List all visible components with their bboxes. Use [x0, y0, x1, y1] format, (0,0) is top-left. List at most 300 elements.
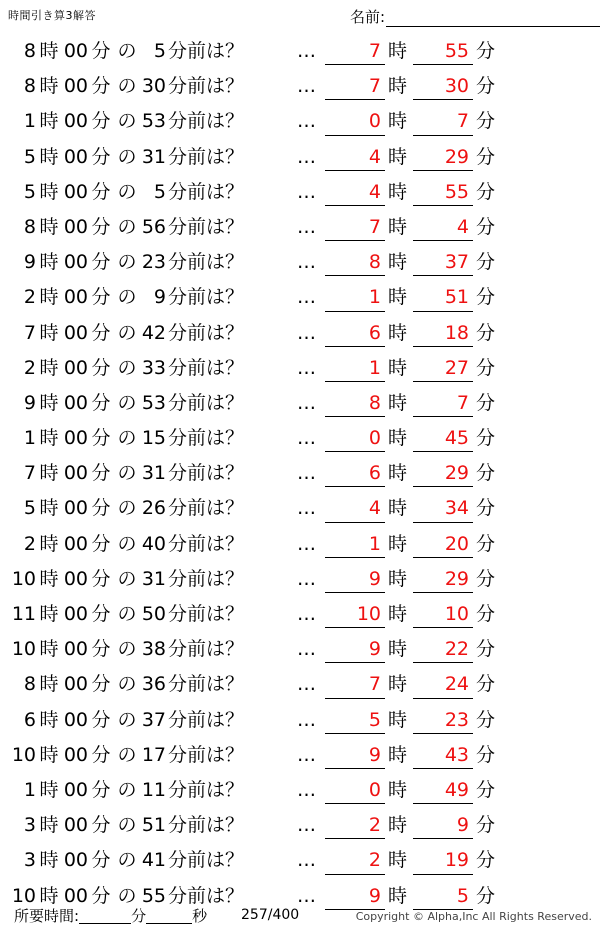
answer-minute-unit: 分: [476, 321, 496, 344]
minute-unit-label: 分: [91, 708, 111, 731]
minute-unit-label: 分: [91, 110, 111, 133]
problem-row: [0, 280, 600, 315]
answer-hour-unit: 時: [388, 567, 408, 590]
question-hour: 2: [23, 356, 36, 379]
question-minute: 00: [63, 603, 88, 625]
question-tail-label: 分前は？: [168, 356, 245, 379]
question-tail-label: 分前は？: [168, 110, 245, 133]
question-text: [10, 808, 244, 843]
question-hour: 10: [11, 567, 36, 590]
question-minute: 00: [63, 849, 88, 872]
problem-row: [0, 175, 600, 210]
question-tail-label: 分前は？: [168, 532, 245, 555]
answer-minute-value: 45: [444, 427, 469, 450]
question-subtract-minutes: 30: [141, 75, 166, 98]
answer-minute-value: 37: [444, 251, 469, 274]
ellipsis: …: [297, 497, 316, 520]
question-subtract-minutes: 40: [141, 532, 166, 555]
ellipsis: …: [297, 215, 316, 238]
hour-unit-label: 時: [39, 110, 59, 133]
answer-minute-unit: 分: [476, 638, 496, 661]
hour-unit-label: 時: [39, 708, 59, 731]
question-subtract-minutes: 9: [153, 286, 166, 309]
question-minute: 00: [63, 180, 88, 203]
problem-row: [0, 843, 600, 878]
answer-minute-unit: 分: [476, 884, 496, 907]
ellipsis: …: [297, 110, 316, 133]
question-minute: 00: [63, 145, 88, 168]
question-hour: 2: [23, 532, 36, 555]
hour-unit-label: 時: [39, 40, 59, 62]
answer-minute-value: 27: [444, 356, 469, 379]
question-hour: 10: [11, 884, 36, 907]
question-hour: 6: [23, 708, 36, 731]
problem-row: [0, 104, 600, 139]
answer-hour-value: 4: [368, 145, 381, 168]
page-footer: [0, 899, 600, 949]
answer-hour-unit: 時: [388, 75, 408, 98]
question-text: [10, 667, 244, 702]
answer-hour-unit: 時: [388, 40, 408, 62]
hour-unit-label: 時: [39, 251, 59, 274]
question-subtract-minutes: 23: [141, 251, 166, 274]
question-minute: 00: [63, 743, 88, 766]
question-minute: 00: [63, 814, 88, 837]
ellipsis: …: [297, 356, 316, 379]
answer-hour-unit: 時: [388, 180, 408, 203]
problem-row: [0, 738, 600, 773]
answer-hour-value: 4: [368, 180, 381, 203]
hour-unit-label: 時: [39, 743, 59, 766]
ellipsis: …: [297, 145, 316, 168]
question-hour: 7: [23, 462, 36, 485]
answer-minute-value: 29: [444, 462, 469, 485]
question-minute: 00: [63, 215, 88, 238]
question-minute: 00: [63, 567, 88, 590]
question-tail-label: 分前は？: [168, 145, 245, 168]
question-tail-label: 分前は？: [168, 849, 245, 872]
no-particle: の: [117, 110, 137, 133]
answer-hour-value: 8: [368, 391, 381, 414]
answer-hour-unit: 時: [388, 391, 408, 414]
answer-hour-value: 8: [368, 251, 381, 274]
question-text: [10, 703, 244, 738]
answer-minute-unit: 分: [476, 603, 496, 625]
answer-minute-unit: 分: [476, 215, 496, 238]
hour-unit-label: 時: [39, 75, 59, 98]
name-input-line[interactable]: [386, 9, 600, 27]
answer-hour-value: 9: [368, 743, 381, 766]
question-minute: 00: [63, 778, 88, 801]
answer-hour-value: 9: [368, 638, 381, 661]
ellipsis: …: [297, 180, 316, 203]
answer-minute-value: 55: [444, 180, 469, 203]
question-text: [10, 773, 244, 808]
answer-minute-unit: 分: [476, 251, 496, 274]
no-particle: の: [117, 497, 137, 520]
ellipsis: …: [297, 603, 316, 625]
question-text: [10, 491, 244, 526]
answer-minute-unit: 分: [476, 427, 496, 450]
answer-minute-value: 20: [444, 532, 469, 555]
minute-unit-label: 分: [91, 391, 111, 414]
question-minute: 00: [63, 497, 88, 520]
page-code: 257/400: [241, 907, 300, 923]
problem-row: [0, 703, 600, 738]
minute-unit-label: 分: [91, 884, 111, 907]
answer-hour-unit: 時: [388, 673, 408, 696]
hour-unit-label: 時: [39, 462, 59, 485]
hour-unit-label: 時: [39, 814, 59, 837]
no-particle: の: [117, 180, 137, 203]
hour-unit-label: 時: [39, 286, 59, 309]
problem-row: [0, 667, 600, 702]
no-particle: の: [117, 638, 137, 661]
no-particle: の: [117, 743, 137, 766]
answer-minute-unit: 分: [476, 356, 496, 379]
question-text: [10, 175, 244, 210]
answer-minute-value: 29: [444, 567, 469, 590]
hour-unit-label: 時: [39, 884, 59, 907]
name-field-area: [350, 6, 600, 27]
question-tail-label: 分前は？: [168, 497, 245, 520]
answer-hour-unit: 時: [388, 638, 408, 661]
question-tail-label: 分前は？: [168, 743, 245, 766]
question-subtract-minutes: 51: [141, 814, 166, 837]
question-minute: 00: [63, 110, 88, 133]
answer-hour-value: 1: [368, 532, 381, 555]
hour-unit-label: 時: [39, 497, 59, 520]
ellipsis: …: [297, 567, 316, 590]
ellipsis: …: [297, 251, 316, 274]
answer-minute-value: 24: [444, 673, 469, 696]
question-text: [10, 386, 244, 421]
question-subtract-minutes: 17: [141, 743, 166, 766]
answer-hour-value: 7: [368, 215, 381, 238]
ellipsis: …: [297, 884, 316, 907]
question-hour: 9: [23, 251, 36, 274]
question-tail-label: 分前は？: [168, 673, 245, 696]
hour-unit-label: 時: [39, 849, 59, 872]
hour-unit-label: 時: [39, 145, 59, 168]
page-header: [0, 0, 600, 34]
minute-unit-label: 分: [91, 497, 111, 520]
no-particle: の: [117, 215, 137, 238]
ellipsis: …: [297, 708, 316, 731]
answer-minute-unit: 分: [476, 708, 496, 731]
question-text: [10, 421, 244, 456]
hour-unit-label: 時: [39, 532, 59, 555]
minute-unit-label: 分: [91, 321, 111, 344]
no-particle: の: [117, 40, 137, 62]
no-particle: の: [117, 567, 137, 590]
question-text: [10, 245, 244, 280]
question-subtract-minutes: 5: [153, 40, 166, 62]
question-hour: 5: [23, 180, 36, 203]
answer-hour-unit: 時: [388, 708, 408, 731]
question-tail-label: 分前は？: [168, 180, 245, 203]
hour-unit-label: 時: [39, 427, 59, 450]
answer-minute-unit: 分: [476, 778, 496, 801]
no-particle: の: [117, 427, 137, 450]
ellipsis: …: [297, 638, 316, 661]
problem-row: [0, 491, 600, 526]
question-text: [10, 632, 244, 667]
ellipsis: …: [297, 427, 316, 450]
question-text: [10, 597, 244, 632]
hour-unit-label: 時: [39, 778, 59, 801]
time-needed-minute-unit: 分: [131, 907, 147, 925]
answer-hour-value: 9: [368, 884, 381, 907]
problem-row: [0, 69, 600, 104]
hour-unit-label: 時: [39, 215, 59, 238]
answer-minute-value: 9: [456, 814, 469, 837]
ellipsis: …: [297, 743, 316, 766]
ellipsis: …: [297, 391, 316, 414]
no-particle: の: [117, 145, 137, 168]
hour-unit-label: 時: [39, 356, 59, 379]
answer-hour-unit: 時: [388, 603, 408, 625]
question-subtract-minutes: 26: [141, 497, 166, 520]
question-minute: 00: [63, 75, 88, 98]
answer-minute-unit: 分: [476, 462, 496, 485]
question-subtract-minutes: 15: [141, 427, 166, 450]
ellipsis: …: [297, 673, 316, 696]
answer-hour-unit: 時: [388, 215, 408, 238]
answer-minute-unit: 分: [476, 391, 496, 414]
question-minute: 00: [63, 884, 88, 907]
question-tail-label: 分前は？: [168, 567, 245, 590]
question-tail-label: 分前は？: [168, 638, 245, 661]
minute-unit-label: 分: [91, 567, 111, 590]
question-minute: 00: [63, 462, 88, 485]
minute-unit-label: 分: [91, 286, 111, 309]
time-needed-minute-line[interactable]: [79, 907, 131, 924]
question-subtract-minutes: 56: [141, 215, 166, 238]
answer-minute-unit: 分: [476, 849, 496, 872]
no-particle: の: [117, 356, 137, 379]
question-tail-label: 分前は？: [168, 251, 245, 274]
answer-hour-value: 2: [368, 814, 381, 837]
question-subtract-minutes: 41: [141, 849, 166, 872]
question-minute: 00: [63, 286, 88, 309]
no-particle: の: [117, 532, 137, 555]
answer-minute-value: 5: [456, 884, 469, 907]
hour-unit-label: 時: [39, 321, 59, 344]
question-hour: 1: [23, 778, 36, 801]
question-hour: 5: [23, 497, 36, 520]
question-text: [10, 527, 244, 562]
answer-minute-unit: 分: [476, 497, 496, 520]
question-tail-label: 分前は？: [168, 391, 245, 414]
name-label: 名前:: [350, 8, 386, 26]
ellipsis: …: [297, 321, 316, 344]
answer-hour-unit: 時: [388, 427, 408, 450]
question-minute: 00: [63, 356, 88, 379]
problem-row: [0, 456, 600, 491]
question-hour: 11: [11, 603, 36, 625]
problem-row: [0, 351, 600, 386]
minute-unit-label: 分: [91, 603, 111, 625]
question-hour: 3: [23, 849, 36, 872]
answer-minute-unit: 分: [476, 532, 496, 555]
question-minute: 00: [63, 673, 88, 696]
question-text: [10, 351, 244, 386]
answer-hour-unit: 時: [388, 145, 408, 168]
answer-hour-unit: 時: [388, 849, 408, 872]
answer-hour-unit: 時: [388, 743, 408, 766]
ellipsis: …: [297, 40, 316, 62]
answer-hour-unit: 時: [388, 286, 408, 309]
answer-minute-unit: 分: [476, 567, 496, 590]
question-hour: 8: [23, 673, 36, 696]
problem-row: [0, 245, 600, 280]
problem-row: [0, 140, 600, 175]
question-text: [10, 738, 244, 773]
no-particle: の: [117, 884, 137, 907]
minute-unit-label: 分: [91, 215, 111, 238]
answer-hour-value: 1: [368, 286, 381, 309]
question-hour: 8: [23, 40, 36, 62]
hour-unit-label: 時: [39, 673, 59, 696]
question-minute: 00: [63, 427, 88, 450]
question-minute: 00: [63, 321, 88, 344]
problem-row: [0, 527, 600, 562]
question-text: [10, 456, 244, 491]
problem-row: [0, 808, 600, 843]
question-hour: 8: [23, 215, 36, 238]
answer-minute-value: 29: [444, 145, 469, 168]
problem-row: [0, 562, 600, 597]
answer-hour-value: 10: [356, 603, 381, 625]
ellipsis: …: [297, 849, 316, 872]
answer-hour-unit: 時: [388, 356, 408, 379]
question-tail-label: 分前は？: [168, 427, 245, 450]
answer-minute-unit: 分: [476, 145, 496, 168]
answer-hour-value: 1: [368, 356, 381, 379]
answer-hour-value: 0: [368, 427, 381, 450]
answer-minute-unit: 分: [476, 743, 496, 766]
question-minute: 00: [63, 708, 88, 731]
question-subtract-minutes: 38: [141, 638, 166, 661]
no-particle: の: [117, 286, 137, 309]
answer-minute-unit: 分: [476, 75, 496, 98]
answer-hour-unit: 時: [388, 497, 408, 520]
answer-minute-value: 10: [444, 603, 469, 625]
problem-list: [0, 34, 600, 914]
minute-unit-label: 分: [91, 40, 111, 62]
question-tail-label: 分前は？: [168, 75, 245, 98]
problem-row: [0, 316, 600, 351]
ellipsis: …: [297, 462, 316, 485]
hour-unit-label: 時: [39, 391, 59, 414]
question-tail-label: 分前は？: [168, 462, 245, 485]
page-title: 時間引き算3解答: [8, 9, 96, 22]
minute-unit-label: 分: [91, 145, 111, 168]
ellipsis: …: [297, 75, 316, 98]
minute-unit-label: 分: [91, 532, 111, 555]
question-hour: 5: [23, 145, 36, 168]
answer-minute-unit: 分: [476, 110, 496, 133]
question-tail-label: 分前は？: [168, 215, 245, 238]
answer-minute-value: 19: [444, 849, 469, 872]
question-minute: 00: [63, 532, 88, 555]
problem-row: [0, 421, 600, 456]
answer-hour-unit: 時: [388, 532, 408, 555]
hour-unit-label: 時: [39, 567, 59, 590]
question-tail-label: 分前は？: [168, 321, 245, 344]
answer-hour-unit: 時: [388, 110, 408, 133]
question-hour: 2: [23, 286, 36, 309]
time-needed-second-line[interactable]: [146, 907, 192, 924]
copyright-text: Copyright © Alpha,Inc All Rights Reserved.: [355, 910, 592, 923]
no-particle: の: [117, 321, 137, 344]
question-text: [10, 316, 244, 351]
no-particle: の: [117, 75, 137, 98]
question-hour: 3: [23, 814, 36, 837]
minute-unit-label: 分: [91, 814, 111, 837]
answer-minute-value: 22: [444, 638, 469, 661]
answer-hour-value: 7: [368, 673, 381, 696]
question-subtract-minutes: 31: [141, 145, 166, 168]
problem-row: [0, 386, 600, 421]
question-hour: 7: [23, 321, 36, 344]
question-tail-label: 分前は？: [168, 814, 245, 837]
question-minute: 00: [63, 251, 88, 274]
time-needed-second-unit: 秒: [192, 907, 208, 925]
no-particle: の: [117, 673, 137, 696]
problem-row: [0, 773, 600, 808]
no-particle: の: [117, 251, 137, 274]
question-subtract-minutes: 50: [141, 603, 166, 625]
question-hour: 1: [23, 110, 36, 133]
question-subtract-minutes: 53: [141, 391, 166, 414]
hour-unit-label: 時: [39, 180, 59, 203]
question-hour: 10: [11, 743, 36, 766]
question-tail-label: 分前は？: [168, 884, 245, 907]
question-subtract-minutes: 53: [141, 110, 166, 133]
question-minute: 00: [63, 40, 88, 62]
answer-hour-value: 9: [368, 567, 381, 590]
question-subtract-minutes: 31: [141, 567, 166, 590]
no-particle: の: [117, 708, 137, 731]
answer-minute-value: 18: [444, 321, 469, 344]
answer-minute-unit: 分: [476, 180, 496, 203]
answer-hour-value: 0: [368, 778, 381, 801]
answer-hour-value: 2: [368, 849, 381, 872]
ellipsis: …: [297, 286, 316, 309]
no-particle: の: [117, 849, 137, 872]
answer-minute-value: 34: [444, 497, 469, 520]
question-subtract-minutes: 55: [141, 884, 166, 907]
answer-minute-value: 4: [456, 215, 469, 238]
answer-minute-unit: 分: [476, 673, 496, 696]
answer-hour-unit: 時: [388, 884, 408, 907]
question-hour: 1: [23, 427, 36, 450]
question-subtract-minutes: 36: [141, 673, 166, 696]
answer-hour-value: 7: [368, 40, 381, 62]
answer-hour-value: 6: [368, 462, 381, 485]
question-tail-label: 分前は？: [168, 778, 245, 801]
time-needed-label: 所要時間:: [14, 907, 80, 925]
minute-unit-label: 分: [91, 251, 111, 274]
hour-unit-label: 時: [39, 603, 59, 625]
question-subtract-minutes: 42: [141, 321, 166, 344]
question-text: [10, 280, 244, 315]
problem-row: [0, 597, 600, 632]
answer-hour-value: 0: [368, 110, 381, 133]
question-tail-label: 分前は？: [168, 286, 245, 309]
